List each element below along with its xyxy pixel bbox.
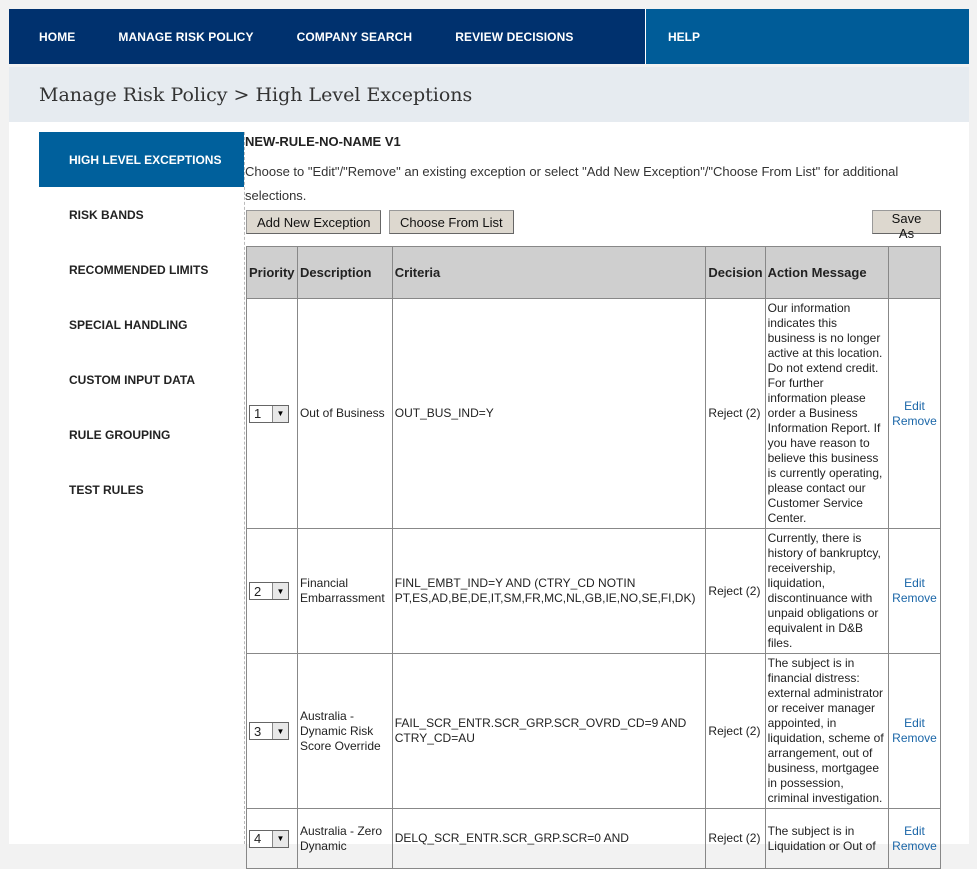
table-header-row [247, 247, 941, 299]
nav-home[interactable]: HOME [39, 29, 76, 44]
table-row [247, 809, 941, 869]
sidebar-item-test-rules[interactable]: TEST RULES [69, 482, 144, 497]
edit-link[interactable]: Edit [904, 576, 925, 590]
remove-link[interactable]: Remove [892, 838, 937, 853]
priority-value: 1 [254, 406, 262, 421]
save-as-button[interactable]: Save As [872, 210, 941, 234]
rule-name: NEW-RULE-NO-NAME V1 [245, 134, 401, 149]
sidebar-item-risk-bands[interactable]: RISK BANDS [69, 207, 144, 222]
remove-link[interactable]: Remove [892, 731, 937, 745]
edit-link[interactable]: Edit [904, 716, 925, 730]
sidebar-item-special-handling[interactable]: SPECIAL HANDLING [69, 317, 188, 332]
priority-value: 3 [254, 723, 262, 739]
chevron-down-icon: ▼ [272, 583, 288, 599]
breadcrumb: Manage Risk Policy > High Level Exceptions [39, 83, 473, 106]
sidebar [39, 132, 244, 517]
priority-value: 4 [254, 831, 262, 846]
priority-cell [247, 654, 298, 809]
edit-link[interactable]: Edit [904, 398, 925, 413]
priority-select[interactable] [249, 722, 289, 740]
remove-link[interactable]: Remove [892, 413, 937, 428]
actions-cell [889, 529, 941, 654]
criteria-cell: FAIL_SCR_ENTR.SCR_GRP.SCR_OVRD_CD=9 AND CTRY_CD=AU [392, 654, 706, 809]
priority-cell [247, 809, 298, 869]
nav-review-decisions[interactable]: REVIEW DECISIONS [455, 29, 574, 44]
priority-value: 2 [254, 583, 262, 599]
priority-select[interactable] [249, 830, 289, 848]
description-cell: Australia - Dynamic Risk Score Override [297, 654, 392, 809]
edit-link[interactable]: Edit [904, 823, 925, 838]
priority-select[interactable] [249, 405, 289, 423]
nav-help[interactable]: HELP [645, 9, 969, 64]
description-cell: Financial Embarrassment [297, 529, 392, 654]
table-row [247, 299, 941, 529]
sidebar-item-high-level-exceptions[interactable]: HIGH LEVEL EXCEPTIONS [39, 132, 244, 187]
action-message-cell: The subject is in Liquidation or Out of [765, 809, 888, 869]
add-new-exception-button[interactable]: Add New Exception [246, 210, 381, 234]
header-actions [889, 247, 941, 299]
action-message-cell: The subject is in financial distress: external administrator or receiver manager appointed, in liquidation, scheme of arrangement, out of business, mortgagee in possession, criminal investigation. [765, 654, 888, 809]
action-message-cell: Our information indicates this business is no longer active at this location. Do not extend credit. For further information please order a Business Information Report. If you have reason to believe this business is currently operating, please contact our Customer Service Center. [765, 299, 888, 529]
nav-company-search[interactable]: COMPANY SEARCH [296, 29, 413, 44]
actions-cell [889, 809, 941, 869]
decision-cell: Reject (2) [706, 654, 765, 809]
actions-cell [889, 654, 941, 809]
header-criteria: Criteria [392, 247, 706, 299]
header-description: Description [297, 247, 392, 299]
top-navigation [9, 9, 969, 64]
chevron-down-icon: ▼ [272, 406, 288, 422]
page-header [9, 67, 969, 122]
priority-cell [247, 299, 298, 529]
remove-link[interactable]: Remove [892, 591, 937, 605]
decision-cell: Reject (2) [706, 529, 765, 654]
criteria-cell: DELQ_SCR_ENTR.SCR_GRP.SCR=0 AND [392, 809, 706, 869]
sidebar-item-custom-input-data[interactable]: CUSTOM INPUT DATA [69, 372, 195, 387]
sidebar-item-rule-grouping[interactable]: RULE GROUPING [69, 427, 171, 442]
header-decision: Decision [706, 247, 765, 299]
instructions-text: Choose to "Edit"/"Remove" an existing exception or select "Add New Exception"/"Choose From List" for additional selections. [245, 164, 899, 203]
priority-cell [247, 529, 298, 654]
nav-manage-risk-policy[interactable]: MANAGE RISK POLICY [118, 29, 254, 44]
chevron-down-icon: ▼ [272, 831, 288, 847]
criteria-cell: OUT_BUS_IND=Y [392, 299, 706, 529]
description-cell: Australia - Zero Dynamic [297, 809, 392, 869]
sidebar-item-recommended-limits[interactable]: RECOMMENDED LIMITS [69, 262, 209, 277]
main-panel [244, 132, 941, 853]
actions-cell [889, 299, 941, 529]
criteria-cell: FINL_EMBT_IND=Y AND (CTRY_CD NOTIN PT,ES,AD,BE,DE,IT,SM,FR,MC,NL,GB,IE,NO,SE,FI,DK) [392, 529, 706, 654]
header-priority: Priority [247, 247, 298, 299]
table-row [247, 529, 941, 654]
description-cell: Out of Business [297, 299, 392, 529]
exceptions-table [246, 246, 941, 869]
chevron-down-icon: ▼ [272, 723, 288, 739]
content-area [9, 122, 969, 853]
choose-from-list-button[interactable]: Choose From List [389, 210, 514, 234]
priority-select[interactable] [249, 582, 289, 600]
decision-cell: Reject (2) [706, 809, 765, 869]
header-action-message: Action Message [765, 247, 888, 299]
table-row [247, 654, 941, 809]
decision-cell: Reject (2) [706, 299, 765, 529]
action-message-cell: Currently, there is history of bankruptcy, receivership, liquidation, discontinuance with unpaid obligations or equivalent in D&B files. [765, 529, 888, 654]
button-row [245, 210, 941, 241]
